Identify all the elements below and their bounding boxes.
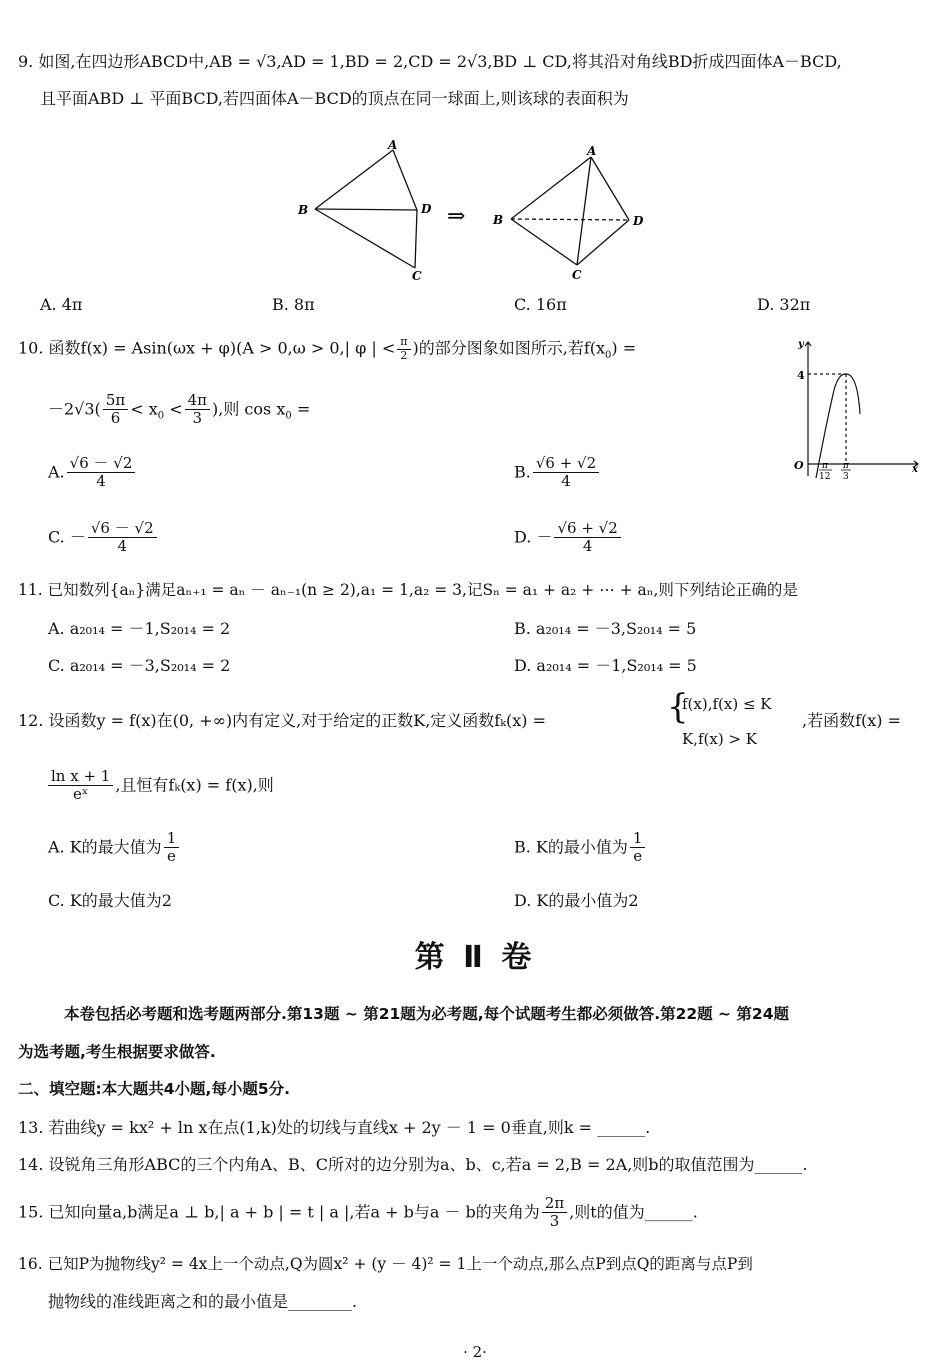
q15: 15. 已知向量a,b满足a ⊥ b,| a + b | = t | a |,若a + b与a － b的夹角为 $\frac{2\pi}{3}$ ,则t的值为______.: [18, 1194, 698, 1231]
section-title: 第 Ⅱ 卷: [414, 940, 536, 975]
q9-option-a: A. 4π: [40, 295, 83, 314]
tick1-num: π: [822, 461, 828, 471]
q16-line2: 抛物线的准线距离之和的最小值是________.: [48, 1292, 358, 1311]
q9-figure: [285, 135, 665, 285]
q13: 13. 若曲线y = kx² + ln x在点(1,k)处的切线与直线x + 2y － 1 = 0垂直,则k = ______.: [18, 1118, 651, 1137]
label-A-left: A: [388, 138, 398, 152]
graph-origin: O: [794, 459, 804, 472]
q12-option-b: B. K的最小值为 $\frac{1}{e}$: [514, 830, 647, 866]
q10-option-b: B. $\frac{√6 + √2}{4}$: [514, 455, 601, 491]
tetrahedron-figure: [511, 157, 629, 265]
q10-line1: 10. 函数f(x) = Asin(ωx + φ)(A > 0,ω > 0,| φ | < $\frac{\pi}{2}$ )的部分图象如图所示,若$f(x_0)$ =: [18, 335, 637, 362]
q12-option-c: C. K的最大值为2: [48, 891, 172, 910]
q9-option-c: C. 16π: [514, 295, 567, 314]
q14: 14. 设锐角三角形ABC的三个内角A、B、C所对的边分别为a、b、c,若a = 2,B = 2A,则b的取值范围为______.: [18, 1155, 808, 1174]
q12-stem-b: ,若函数f(x) =: [802, 711, 902, 730]
label-B-left: B: [298, 203, 309, 217]
q11-option-a: A. a₂₀₁₄ = －1,S₂₀₁₄ = 2: [48, 619, 231, 638]
q12-option-d: D. K的最小值为2: [514, 891, 639, 910]
q11-option-b: B. a₂₀₁₄ = －3,S₂₀₁₄ = 5: [514, 619, 697, 638]
q12-option-a: A. K的最大值为 $\frac{1}{e}$: [48, 830, 181, 866]
q12-line2: $\frac{\text{ln x + 1}}{\text{eˣ}}$ ,且恒有fₖ(x) = f(x),则: [46, 768, 274, 804]
label-A-right: A: [587, 144, 597, 158]
label-D-left: D: [421, 202, 432, 216]
q12-case2: K,f(x) > K: [682, 730, 757, 748]
q12-case1: f(x),f(x) ≤ K: [682, 695, 772, 713]
q10-option-c: C. － $\frac{√6 - √2}{4}$: [48, 520, 159, 556]
label-C-right: C: [572, 268, 582, 282]
label-B-right: B: [493, 213, 504, 227]
page-number: · 2·: [463, 1343, 487, 1361]
q9-line1: 9. 如图,在四边形ABCD中,AB = √3,AD = 1,BD = 2,CD = 2√3,BD ⊥ CD,将其沿对角线BD折成四面体A－BCD,: [18, 52, 842, 71]
q10-option-d: D. － $\frac{√6 + √2}{4}$: [514, 520, 623, 556]
tick1-den: 12: [819, 472, 831, 482]
q9-option-d: D. 32π: [757, 295, 811, 314]
q9-line2: 且平面ABD ⊥ 平面BCD,若四面体A－BCD的顶点在同一球面上,则该球的表面积为: [40, 89, 629, 108]
section-heading: 二、填空题:本大题共4小题,每小题5分.: [18, 1080, 291, 1098]
quadrilateral-figure: [315, 150, 417, 268]
q11-option-c: C. a₂₀₁₄ = －3,S₂₀₁₄ = 2: [48, 656, 231, 675]
q12-stem-a: 12. 设函数y = f(x)在(0, +∞)内有定义,对于给定的正数K,定义函数fₖ(x) =: [18, 711, 547, 730]
section-intro-line1: 本卷包括必考题和选考题两部分.第13题 ~ 第21题为必考题,每个试题考生都必须做答.第22题 ~ 第24题: [64, 1005, 790, 1023]
tick2-num: π: [843, 461, 849, 471]
label-C-left: C: [412, 269, 422, 283]
label-D-right: D: [633, 214, 644, 228]
q10-option-a: A. $\frac{√6 - √2}{4}$: [48, 455, 137, 491]
q9-option-b: B. 8π: [272, 295, 315, 314]
graph-y-label: y: [798, 339, 804, 350]
fold-arrow: ⇒: [447, 204, 466, 229]
q12-brace: {: [667, 687, 689, 727]
graph-max-label: 4: [797, 369, 805, 382]
q11-stem: 11. 已知数列{aₙ}满足aₙ₊₁ = aₙ － aₙ₋₁(n ≥ 2),a₁ = 1,a₂ = 3,记Sₙ = a₁ + a₂ + ⋯ + aₙ,则下列结论正确的是: [18, 581, 798, 599]
tick2-den: 3: [843, 472, 849, 482]
q10-line2: －2√3( $\frac{5\pi}{6}$ < $x_0$ < $\frac{4\pi}{3}$ ),则 $\cos x_0$ =: [48, 391, 311, 428]
section-intro-line2: 为选考题,考生根据要求做答.: [18, 1043, 216, 1061]
graph-x-label: x: [912, 464, 918, 475]
q16-line1: 16. 已知P为抛物线y² = 4x上一个动点,Q为圆x² + (y － 4)² = 1上一个动点,那么点P到点Q的距离与点P到: [18, 1255, 753, 1273]
q10-graph: [778, 336, 928, 486]
q11-option-d: D. a₂₀₁₄ = －1,S₂₀₁₄ = 5: [514, 656, 697, 675]
